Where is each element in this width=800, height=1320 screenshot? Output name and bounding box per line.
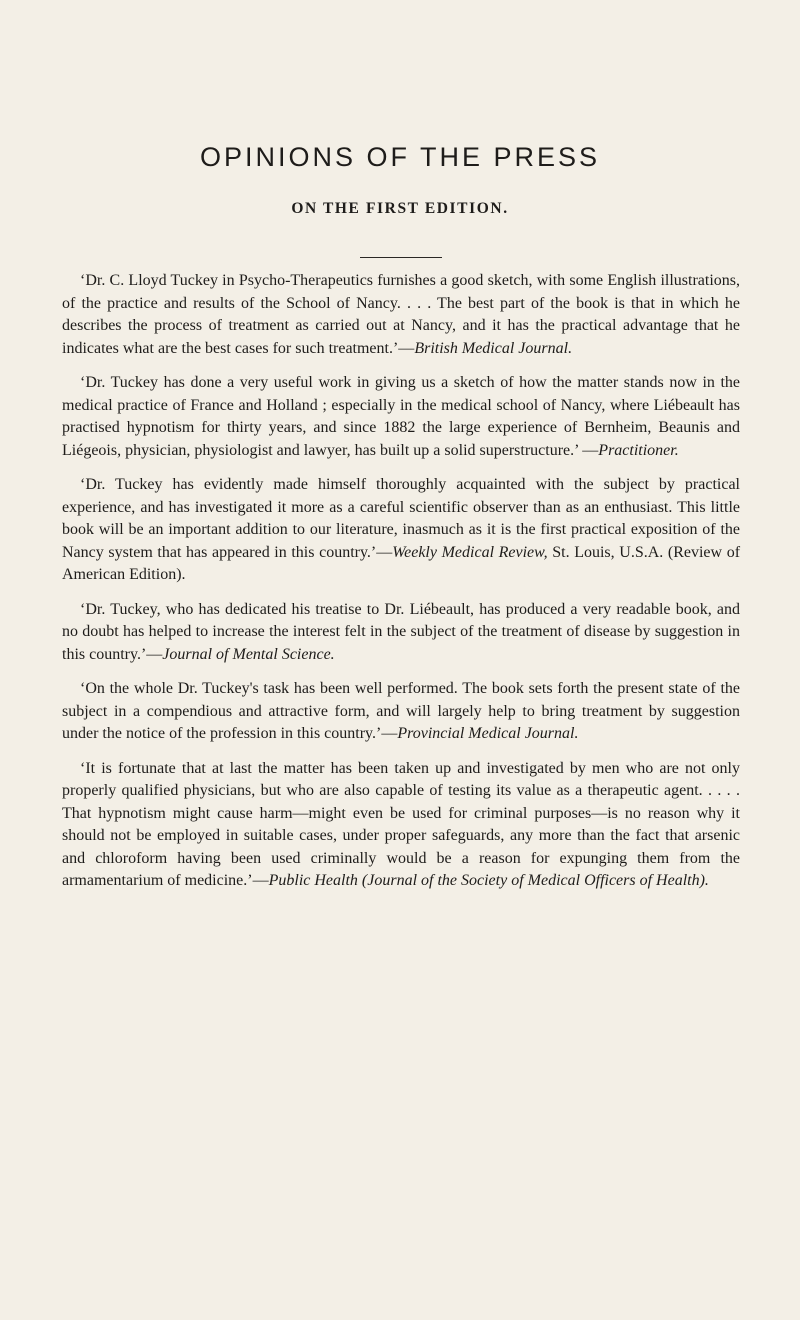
review-text: ‘Dr. Tuckey has evidently made himself thoroughly acquainted with the subject by practical experience, and has investigated it more as a careful scientific observer than as an enthusiast. This little book will be an important addition to our literature, inasmuch as it is the first practical exposition of the Nancy system that has appeared in this country.’—: [62, 476, 740, 561]
review-text: ‘Dr. C. Lloyd Tuckey in Psycho-Therapeutics furnishes a good sketch, with some English illustrations, of the practice and results of the School of Nancy. . . . The best part of the book is that in which he describes the process of treatment as carried out at Nancy, and it has the practical advantage that he indicates what are the best cases for such treatment.’—: [62, 272, 740, 357]
review-quote: [62, 758, 740, 893]
review-quote: [62, 270, 740, 360]
review-source: British Medical Journal.: [414, 339, 573, 357]
page-subtitle: ON THE FIRST EDITION.: [291, 200, 509, 217]
review-quote: [62, 474, 740, 587]
review-quote: [62, 372, 740, 462]
review-source: Practitioner.: [598, 441, 679, 459]
review-source: Journal of Mental Science.: [162, 645, 335, 663]
review-quote: [62, 599, 740, 667]
review-source: Public Health (Journal of the Society of Medical Officers of Health).: [268, 872, 709, 889]
reviews-list: [62, 270, 740, 905]
review-text: ‘Dr. Tuckey, who has dedicated his treatise to Dr. Liébeault, has produced a very readable book, and no doubt has helped to increase the interest felt in the subject of the treatment of disease by suggestion in this country.’—: [62, 600, 740, 663]
review-text-tail: St. Louis, U.S.A. (Review of American Edition).: [62, 543, 741, 583]
review-quote: [62, 678, 740, 746]
review-source: Weekly Medical Review,: [392, 543, 548, 561]
page-title: OPINIONS OF THE PRESS: [199, 142, 601, 172]
review-source: Provincial Medical Journal.: [397, 725, 579, 742]
review-text: ‘On the whole Dr. Tuckey's task has been well performed. The book sets forth the present state of the subject in a compendious and attractive form, and will largely help to bring treatment by suggestion under the notice of the profession in this country.’—: [62, 680, 740, 742]
review-text: ‘It is fortunate that at last the matter has been taken up and investigated by men who are not only properly qualified physicians, but who are also capable of testing its value as a therapeutic agent. . . . . That hypnotism might cause harm—might even be used for criminal purposes—is no reason why it should not be employed in suitable cases, under proper safeguards, any more than the fact that arsenic and chloroform having been used criminally would be a reason for expunging them from the armamentarium of medicine.’—: [62, 759, 740, 889]
title-divider: [360, 257, 442, 258]
review-text: ‘Dr. Tuckey has done a very useful work in giving us a sketch of how the matter stands now in the medical practice of France and Holland ; especially in the medical school of Nancy, where Liébeault has practised hypnotism for thirty years, and since 1882 the large experience of Bernheim, Beaunis and Liégeois, physician, physiologist and lawyer, has built up a solid superstructure.’ —: [62, 374, 740, 459]
